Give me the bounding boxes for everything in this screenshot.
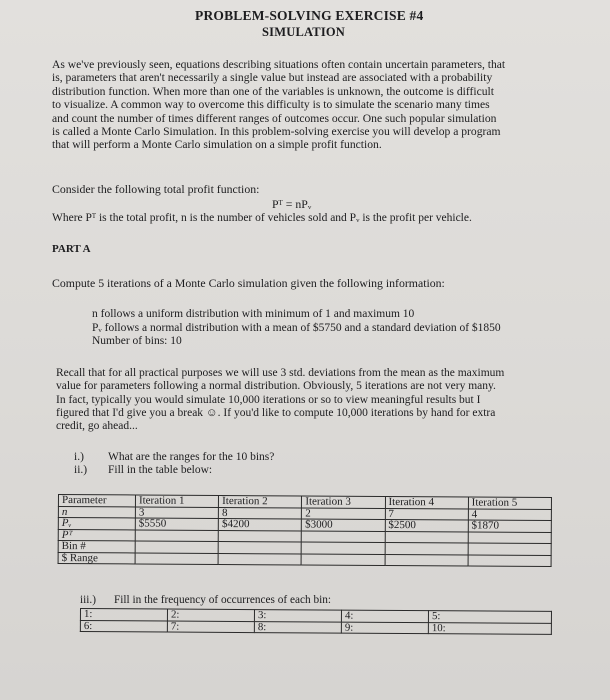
intro-line: is, parameters that aren't necessarily a single value but instead are associated with a probability	[52, 71, 493, 85]
intro-line: that will perform a Monte Carlo simulation on a simple profit function.	[52, 138, 382, 152]
header-cell: Iteration 4	[385, 496, 468, 508]
intro-line: and count the number of times different ranges of outcomes occur. One such popular simulation	[52, 111, 497, 125]
value-cell[interactable]	[135, 541, 218, 553]
param-cell: Bin #	[58, 541, 135, 553]
bin-cell[interactable]: 2:	[167, 609, 254, 621]
value-cell[interactable]: 4	[468, 509, 551, 521]
recall-line: In fact, typically you would simulate 10,000 iterations or so to view meaningful results but I	[56, 393, 481, 406]
value-cell[interactable]: $3000	[302, 519, 385, 531]
value-cell[interactable]	[468, 555, 551, 567]
questions-list	[74, 451, 274, 477]
value-cell[interactable]	[385, 542, 468, 554]
condition-item: Number of bins: 10	[92, 335, 182, 347]
page-subtitle: SIMULATION	[262, 25, 346, 39]
value-cell[interactable]: $2500	[385, 519, 468, 531]
bin-cell[interactable]: 6:	[80, 620, 167, 632]
condition-item: Pᵥ follows a normal distribution with a mean of $5750 and a standard deviation of $1850	[92, 321, 501, 334]
question-item: ii.) Fill in the table below:	[74, 464, 213, 476]
intro-line: distribution function. When more than one of the variables is unknown, the outcome is difficult	[52, 84, 494, 98]
header-cell: Iteration 5	[468, 497, 551, 509]
value-cell[interactable]	[301, 553, 384, 565]
header-cell: Iteration 3	[302, 496, 385, 508]
header-cell: Parameter	[58, 495, 135, 507]
recall-line: value for parameters following a normal distribution. Obviously, 5 iterations are not very many.	[56, 380, 496, 393]
value-cell[interactable]	[218, 553, 301, 565]
value-cell[interactable]	[135, 529, 218, 541]
bin-cell[interactable]: 7:	[167, 621, 254, 633]
profit-equation: Pᵀ = nPᵥ	[272, 197, 312, 211]
bin-cell[interactable]: 4:	[341, 610, 428, 622]
value-cell[interactable]	[385, 531, 468, 543]
page-title: PROBLEM-SOLVING EXERCISE #4	[195, 8, 424, 23]
value-cell[interactable]	[302, 542, 385, 554]
value-cell[interactable]: $4200	[218, 518, 301, 530]
value-cell[interactable]: $5550	[135, 518, 218, 530]
param-cell: Pᵥ	[58, 518, 135, 530]
intro-line: to visualize. A common way to overcome this difficulty is to simulate the scenario many times	[52, 98, 490, 112]
value-cell[interactable]	[218, 530, 301, 542]
value-cell[interactable]	[385, 554, 468, 566]
consider-text: Consider the following total profit function:	[52, 182, 260, 196]
frequency-row	[80, 620, 551, 634]
bin-cell[interactable]: 5:	[428, 611, 551, 623]
condition-item: n follows a uniform distribution with minimum of 1 and maximum 10	[92, 308, 415, 320]
recall-line: figured that I'd give you a break ☺. If you'd like to compute 10,000 iterations by hand for extra	[56, 406, 496, 419]
value-cell[interactable]: 7	[385, 508, 468, 520]
value-cell[interactable]: 2	[302, 507, 385, 519]
question-item: i.) What are the ranges for the 10 bins?	[74, 451, 275, 463]
param-cell: Pᵀ	[58, 529, 135, 541]
part-a-prompt: Compute 5 iterations of a Monte Carlo simulation given the following information:	[52, 276, 445, 290]
value-cell[interactable]	[468, 532, 551, 544]
intro-line: As we've previously seen, equations describing situations often contain uncertain parameters, that	[52, 58, 506, 71]
recall-line: Recall that for all practical purposes we will use 3 std. deviations from the mean as the maximum	[56, 367, 505, 379]
header-cell: Iteration 2	[219, 495, 302, 507]
bin-cell[interactable]: 1:	[80, 609, 167, 621]
recall-paragraph	[56, 367, 562, 433]
bin-cell[interactable]: 9:	[341, 622, 428, 634]
intro-line: is called a Monte Carlo Simulation. In this problem-solving exercise you will develop a program	[52, 125, 501, 139]
part-a-heading: PART A	[52, 243, 91, 255]
value-cell[interactable]	[302, 530, 385, 542]
bin-cell[interactable]: 8:	[254, 621, 341, 633]
value-cell[interactable]	[218, 541, 301, 553]
intro-paragraph	[52, 58, 572, 152]
header-cell: Iteration 1	[135, 495, 218, 507]
value-cell[interactable]	[468, 543, 551, 555]
value-cell[interactable]	[135, 552, 218, 564]
bin-cell[interactable]: 10:	[428, 622, 551, 634]
iterations-table	[58, 494, 552, 567]
value-cell[interactable]: $1870	[468, 520, 551, 532]
param-cell: n	[58, 506, 135, 518]
value-cell[interactable]: 3	[135, 506, 218, 518]
bin-cell[interactable]: 3:	[254, 610, 341, 622]
param-cell: $ Range	[58, 552, 135, 564]
conditions-list	[92, 308, 501, 349]
frequency-question: iii.) Fill in the frequency of occurrences of each bin:	[80, 594, 332, 606]
recall-line: credit, go ahead...	[56, 420, 138, 433]
value-cell[interactable]: 8	[219, 507, 302, 519]
where-text: Where Pᵀ is the total profit, n is the number of vehicles sold and Pᵥ is the profit per vehicle.	[52, 212, 472, 224]
table-row	[58, 552, 551, 567]
frequency-table	[80, 608, 552, 635]
